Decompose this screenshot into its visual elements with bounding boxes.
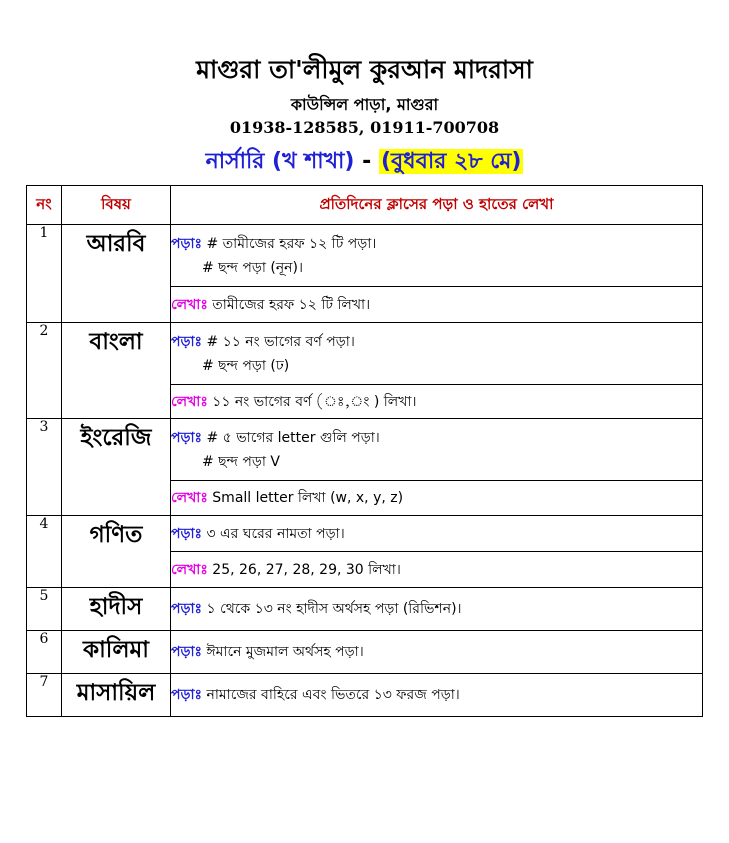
read-label: পড়াঃ	[171, 601, 203, 617]
row-number: 6	[27, 631, 62, 674]
write-task	[171, 552, 703, 588]
madrasa-address: কাউন্সিল পাড়া, মাগুরা	[290, 95, 439, 114]
read-line: # তামীজের হরফ ১২ টি পড়া।	[206, 235, 377, 252]
subject-name: ইংরেজি	[62, 419, 171, 516]
row-number: 3	[27, 419, 62, 516]
write-label: লেখাঃ	[171, 393, 208, 410]
read-task	[171, 631, 703, 674]
subject-name: বাংলা	[62, 323, 171, 419]
table-header-row	[27, 186, 703, 225]
write-task	[171, 481, 703, 516]
table-row	[27, 631, 703, 674]
write-task	[171, 385, 703, 419]
phone-numbers: 01938-128585, 01911-700708	[229, 118, 500, 137]
read-line: # ছন্দ পড়া (ঢ)	[202, 357, 290, 374]
schedule-table	[26, 185, 703, 717]
day-highlight: (বুধবার ২৮ মে)	[380, 149, 522, 174]
table-row	[27, 674, 703, 717]
write-text: Small letter লিখা (w, x, y, z)	[212, 490, 404, 506]
read-line: ৩ এর ঘরের নামতা পড়া।	[206, 525, 345, 542]
header-subject: বিষয়	[62, 186, 171, 225]
heading-dash: -	[362, 149, 372, 174]
row-number: 5	[27, 588, 62, 631]
read-label: পড়াঃ	[171, 644, 203, 660]
read-label: পড়াঃ	[171, 687, 203, 703]
subject-name: হাদীস	[62, 588, 171, 631]
write-text: তামীজের হরফ ১২ টি লিখা।	[212, 296, 371, 313]
table-row	[27, 225, 703, 287]
read-task	[171, 674, 703, 717]
class-name: নার্সারি (খ শাখা)	[205, 149, 355, 174]
read-line: # ছন্দ পড়া V	[202, 453, 280, 470]
madrasa-title: মাগুরা তা'লীমুল কুরআন মাদরাসা	[196, 55, 533, 84]
subject-name: গণিত	[62, 516, 171, 588]
read-task	[171, 419, 703, 481]
write-text: 25, 26, 27, 28, 29, 30 লিখা।	[212, 561, 401, 578]
write-task	[171, 287, 703, 323]
read-line: # ৫ ভাগের letter গুলি পড়া।	[206, 429, 380, 446]
table-row	[27, 323, 703, 385]
read-task	[171, 588, 703, 631]
row-number: 1	[27, 225, 62, 323]
table-row	[27, 588, 703, 631]
subject-name: আরবি	[62, 225, 171, 323]
write-label: লেখাঃ	[171, 490, 208, 506]
read-label: পড়াঃ	[171, 525, 203, 542]
read-line: ঈমানে মুজমাল অর্থসহ পড়া।	[206, 644, 364, 660]
read-line: নামাজের বাহিরে এবং ভিতরে ১৩ ফরজ পড়া।	[206, 687, 460, 703]
read-label: পড়াঃ	[171, 333, 203, 350]
read-line: # ১১ নং ভাগের বর্ণ পড়া।	[206, 333, 355, 350]
header-number: নং	[27, 186, 62, 225]
read-line: ১ থেকে ১৩ নং হাদীস অর্থসহ পড়া (রিভিশন)।	[206, 601, 462, 617]
class-day-heading	[0, 144, 729, 181]
row-number: 7	[27, 674, 62, 717]
read-task	[171, 225, 703, 287]
read-task	[171, 516, 703, 552]
write-label: লেখাঃ	[171, 296, 208, 313]
subject-name: কালিমা	[62, 631, 171, 674]
read-line: # ছন্দ পড়া (নূন)।	[202, 259, 303, 276]
read-label: পড়াঃ	[171, 429, 203, 446]
subject-name: মাসায়িল	[62, 674, 171, 717]
table-row	[27, 419, 703, 481]
header-task: প্রতিদিনের ক্লাসের পড়া ও হাতের লেখা	[171, 186, 703, 225]
write-label: লেখাঃ	[171, 561, 208, 578]
write-text: ১১ নং ভাগের বর্ণ (ঃ,ং ) লিখা।	[212, 393, 417, 410]
table-row	[27, 516, 703, 552]
read-task	[171, 323, 703, 385]
row-number: 2	[27, 323, 62, 419]
row-number: 4	[27, 516, 62, 588]
read-label: পড়াঃ	[171, 235, 203, 252]
